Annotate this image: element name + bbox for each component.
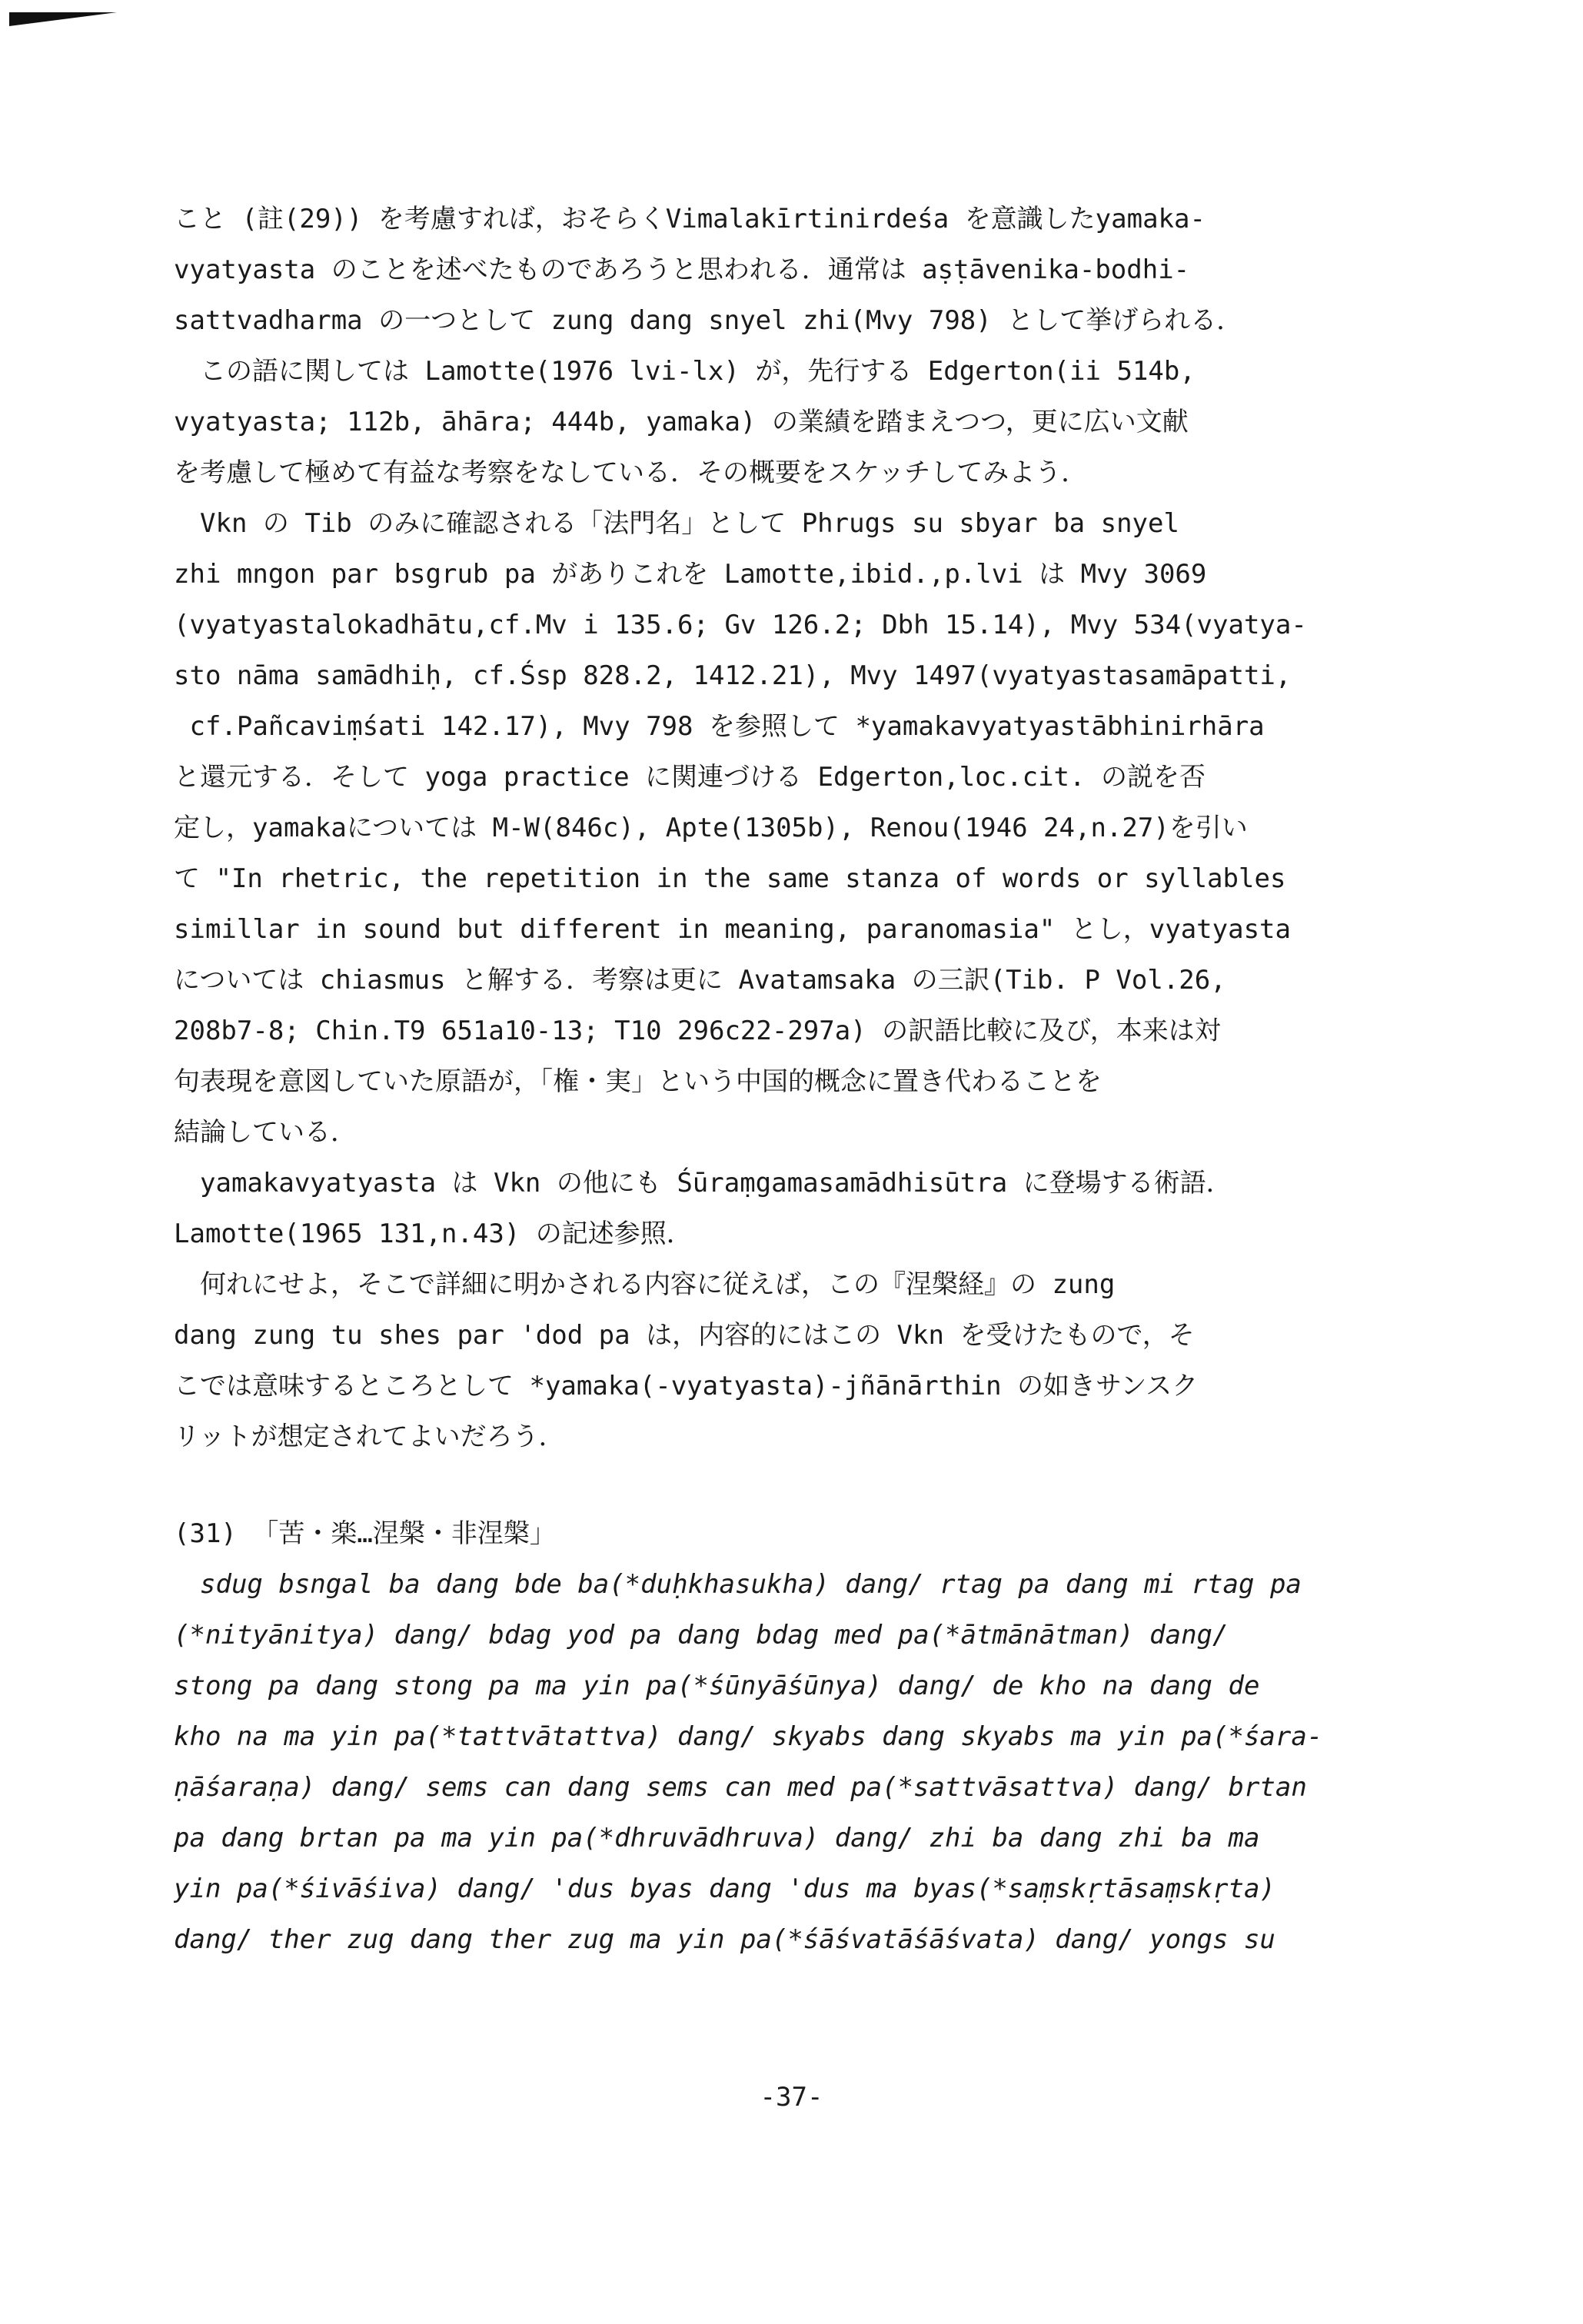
body-line: 208b7-8; Chin.T9 651a10-13; T10 296c22-297a) の訳語比較に及び，本来は対 — [174, 1016, 1221, 1046]
body-line: を考慮して極めて有益な考察をなしている．その概要をスケッチしてみよう． — [174, 457, 1088, 488]
body-line: こと (註(29)) を考慮すれば，おそらくVimalakīrtinirdeśa を意識したyamaka- — [174, 204, 1206, 234]
body-line: (vyatyastalokadhātu,cf.Mv i 135.6; Gv 126.2; Dbh 15.14), Mvy 534(vyatya- — [174, 610, 1307, 640]
transliteration-line: ṇāśaraṇa) dang/ sems can dang sems can med pa(*sattvāsattva) dang/ brtan — [174, 1772, 1307, 1803]
transliteration-line: yin pa(*śivāśiva) dang/ 'dus byas dang 'dus ma byas(*saṃskṛtāsaṃskṛta) — [174, 1873, 1275, 1904]
note-heading: (31) 「苦・楽…涅槃・非涅槃」 — [174, 1518, 556, 1549]
body-line: こでは意味するところとして *yamaka(-vyatyasta)-jñānārthin の如きサンスク — [174, 1371, 1199, 1401]
transliteration-line: (*nityānitya) dang/ bdag yod pa dang bdag med pa(*ātmānātman) dang/ — [174, 1620, 1229, 1651]
transliteration-line: dang/ ther zug dang ther zug ma yin pa(*śāśvatāśāśvata) dang/ yongs su — [174, 1924, 1275, 1955]
transliteration-line: sdug bsngal ba dang bde ba(*duḥkhasukha) dang/ rtag pa dang mi rtag pa — [174, 1569, 1302, 1600]
body-line: simillar in sound but different in meaning, paranomasia" とし，vyatyasta — [174, 914, 1292, 945]
transliteration-line: pa dang brtan pa ma yin pa(*dhruvādhruva) dang/ zhi ba dang zhi ba ma — [174, 1823, 1260, 1854]
transliteration-line: stong pa dang stong pa ma yin pa(*śūnyāśūnya) dang/ de kho na dang de — [174, 1671, 1260, 1701]
body-line: 結論している． — [174, 1117, 357, 1148]
body-line: て "In rhetric, the repetition in the same stanza of words or syllables — [174, 863, 1286, 894]
body-line: sto nāma samādhiḥ, cf.Śsp 828.2, 1412.21), Mvy 1497(vyatyastasamāpatti, — [174, 660, 1292, 691]
body-line: zhi mngon par bsgrub pa がありこれを Lamotte,ibid.,p.lvi は Mvy 3069 — [174, 559, 1207, 590]
body-text — [174, 194, 1419, 1965]
body-line: yamakavyatyasta は Vkn の他にも Śūraṃgamasamādhisūtra に登場する術語． — [174, 1168, 1232, 1199]
body-line: については chiasmus と解する．考察は更に Avatamsaka の三訳(Tib. P Vol.26, — [174, 965, 1226, 996]
body-line: Lamotte(1965 131,n.43) の記述参照． — [174, 1219, 693, 1249]
body-line: vyatyasta のことを述べたものであろうと思われる．通常は aṣṭāvenika-bodhi- — [174, 254, 1190, 285]
body-line: Vkn の Tib のみに確認される「法門名」として Phrugs su sbyar ba snyel — [174, 508, 1179, 539]
body-line: この語に関しては Lamotte(1976 lvi-lx) が，先行する Edgerton(ii 514b, — [174, 356, 1196, 387]
body-line: 何れにせよ，そこで詳細に明かされる内容に従えば，この『涅槃経』の zung — [174, 1269, 1116, 1300]
corner-mark — [9, 12, 117, 26]
body-line: 句表現を意図していた原語が，「権・実」という中国的概念に置き代わることを — [174, 1066, 1102, 1097]
body-line: リットが想定されてよいだろう． — [174, 1421, 565, 1452]
body-line: 定し，yamakaについては M-W(846c), Apte(1305b), Renou(1946 24,n.27)を引い — [174, 813, 1248, 843]
body-line: dang zung tu shes par 'dod pa は，内容的にはこの Vkn を受けたもので，そ — [174, 1320, 1195, 1351]
transliteration-line: kho na ma yin pa(*tattvātattva) dang/ skyabs dang skyabs ma yin pa(*śara- — [174, 1721, 1323, 1752]
body-line: cf.Pañcaviṃśati 142.17), Mvy 798 を参照して *yamakavyatyastābhinirhāra — [174, 711, 1265, 742]
body-line: vyatyasta; 112b, āhāra; 444b, yamaka) の業績を踏まえつつ，更に広い文献 — [174, 407, 1189, 437]
body-line: と還元する．そして yoga practice に関連づける Edgerton,loc.cit. の説を否 — [174, 762, 1206, 793]
page-number: -37- — [760, 2082, 823, 2113]
body-line: sattvadharma の一つとして zung dang snyel zhi(Mvy 798) として挙げられる． — [174, 305, 1243, 336]
section-gap — [174, 1462, 1419, 1508]
